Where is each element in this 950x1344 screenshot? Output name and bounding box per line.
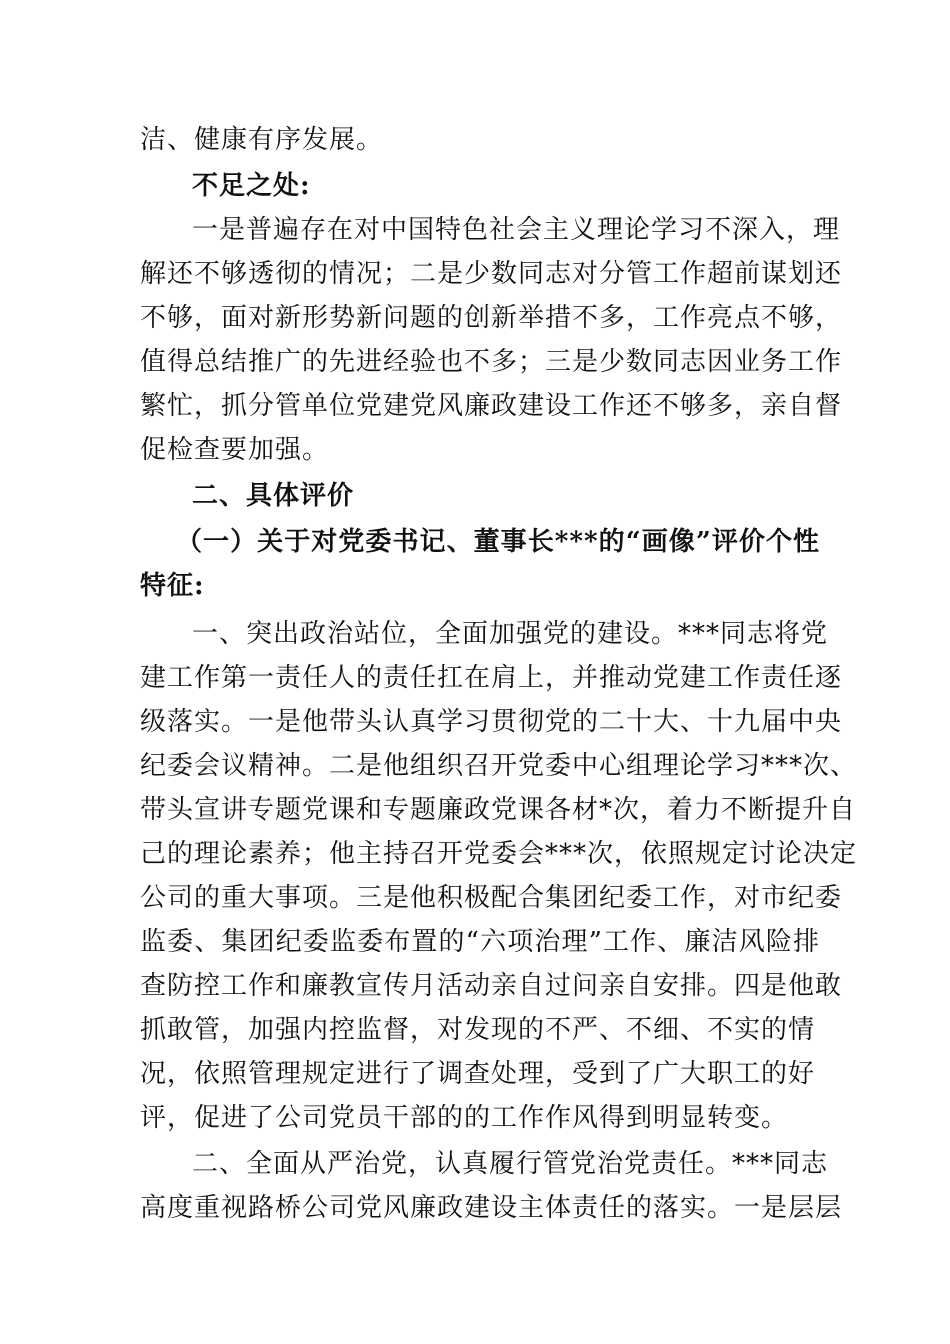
paragraph-line: 解还不够透彻的情况；二是少数同志对分管工作超前谋划还	[140, 259, 843, 289]
paragraph-line: 洁、健康有序发展。	[140, 125, 384, 155]
section-heading-shortcomings: 不足之处:	[192, 171, 311, 201]
paragraph-line: 不够，面对新形势新问题的创新举措不多，工作亮点不够，	[140, 303, 843, 333]
paragraph-line: 一是普遍存在对中国特色社会主义理论学习不深入，理	[192, 215, 841, 245]
paragraph-line: 况，依照管理规定进行了调查处理，受到了广大职工的好	[140, 1059, 816, 1089]
paragraph-line: 纪委会议精神。二是他组织召开党委中心组理论学习***次、	[140, 751, 858, 781]
paragraph-line: 一、突出政治站位，全面加强党的建设。***同志将党	[192, 619, 829, 649]
paragraph-line: 己的理论素养；他主持召开党委会***次，依照规定讨论决定	[140, 839, 858, 869]
paragraph-line: 高度重视路桥公司党风廉政建设主体责任的落实。一是层层	[140, 1193, 843, 1223]
subsection-heading: （一）关于对党委书记、董事长***的“画像”评价个性	[176, 527, 820, 557]
paragraph-line: 建工作第一责任人的责任扛在肩上，并推动党建工作责任逐	[140, 663, 843, 693]
paragraph-line: 公司的重大事项。三是他积极配合集团纪委工作，对市纪委	[140, 883, 843, 913]
paragraph-line: 值得总结推广的先进经验也不多；三是少数同志因业务工作	[140, 347, 843, 377]
paragraph-line: 繁忙，抓分管单位党建党风廉政建设工作还不够多，亲自督	[140, 391, 843, 421]
subsection-heading-continued: 特征:	[140, 571, 205, 601]
paragraph-line: 级落实。一是他带头认真学习贯彻党的二十大、十九届中央	[140, 707, 843, 737]
section-heading-specific-evaluation: 二、具体评价	[192, 481, 355, 511]
paragraph-line: 评，促进了公司党员干部的的工作作风得到明显转变。	[140, 1103, 789, 1133]
paragraph-line: 二、全面从严治党，认真履行管党治党责任。***同志	[192, 1149, 829, 1179]
paragraph-line: 促检查要加强。	[140, 435, 330, 465]
paragraph-line: 带头宣讲专题党课和专题廉政党课各材*次，着力不断提升自	[140, 795, 857, 825]
paragraph-line: 查防控工作和廉教宣传月活动亲自过问亲自安排。四是他敢	[140, 971, 843, 1001]
paragraph-line: 监委、集团纪委监委布置的“六项治理”工作、廉洁风险排	[140, 927, 820, 957]
paragraph-line: 抓敢管，加强内控监督，对发现的不严、不细、不实的情	[140, 1015, 816, 1045]
